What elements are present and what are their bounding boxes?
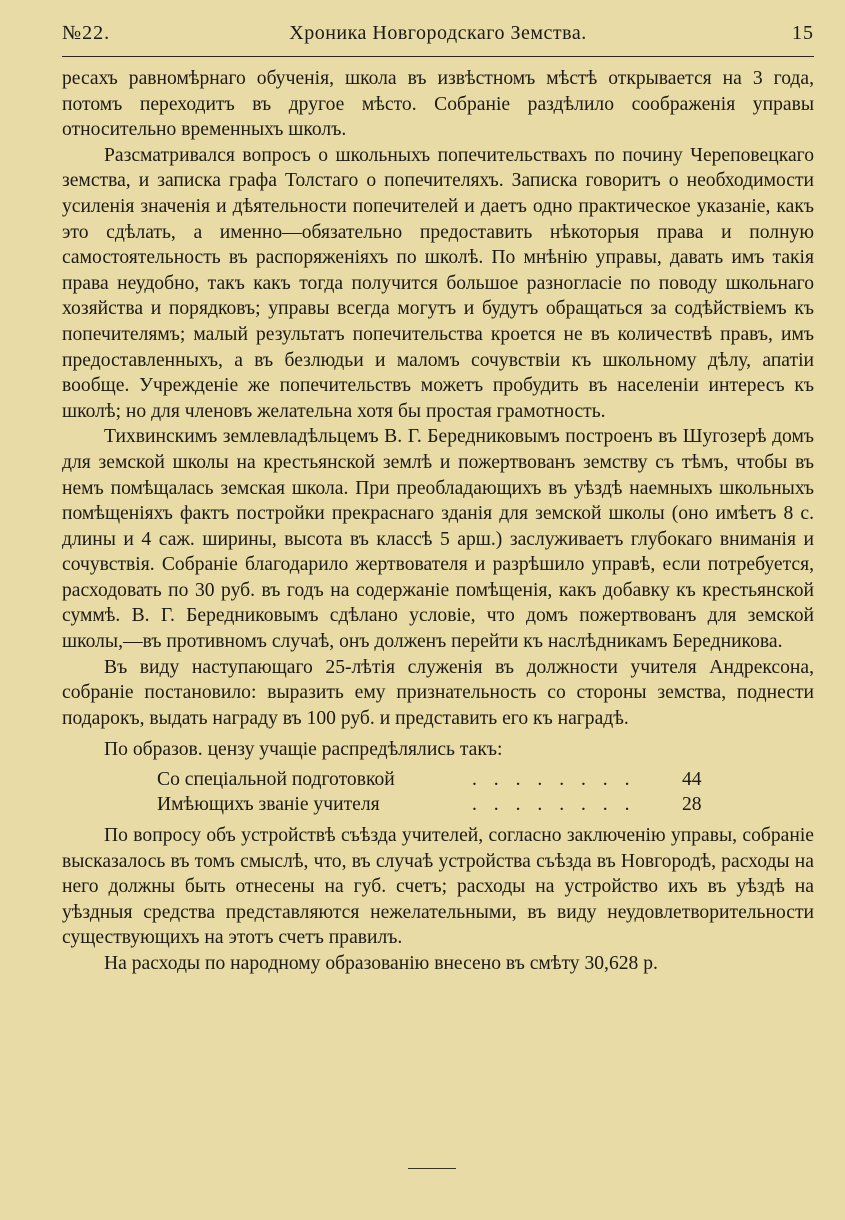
page-number: 15 [792, 22, 814, 44]
paragraph-4: Въ виду наступающаго 25-лѣтія служенія въ должности учителя Андрексона, собраніе постановило: выразить ему признательность со стороны земства, поднести подарокъ, выдать награду въ 100 руб. и представить его къ наградѣ. [62, 656, 814, 729]
paragraph-1: ресахъ равномѣрнаго обученія, школа въ извѣстномъ мѣстѣ открывается на 3 года, потомъ переходитъ въ другое мѣсто. Собраніе раздѣлило соображенія управы относительно временныхъ школъ. [62, 68, 814, 141]
paragraph-3: Тихвинскимъ землевладѣльцемъ В. Г. Бередниковымъ построенъ въ Шугозерѣ домъ для земской школы на крестьянской землѣ и пожертвованъ земству съ тѣмъ, чтобы въ немъ помѣщалась земская школа. При преобладающихъ въ уѣздѣ наемныхъ школьныхъ помѣщеніяхъ фактъ постройки прекраснаго зданія для земской школы (оно имѣетъ 8 с. длины и 4 саж. ширины, высота въ классѣ 5 арш.) заслуживаетъ глубокаго вниманія и сочувствія. Собраніе благодарило жертвователя и разрѣшило управѣ, если потребуется, расходовать по 30 руб. въ годъ на содержаніе помѣщенія, какъ добавку къ крестьянской суммѣ. В. Г. Бередниковымъ сдѣлано условіе, что домъ пожертвованъ для земской школы,—въ противномъ случаѣ, онъ долженъ перейти къ наслѣдникамъ Бередникова. [62, 426, 814, 653]
census-leader: . . . . . . . . [472, 794, 636, 816]
census-leader: . . . . . . . . [472, 769, 636, 791]
journal-title: Хроника Новгородскаго Земства. [289, 22, 587, 44]
census-row [62, 767, 814, 792]
issue-number: №22. [62, 22, 111, 44]
page-header [62, 18, 814, 52]
paragraph-7: На расходы по народному образованію внесено въ смѣту 30,628 р. [104, 953, 658, 974]
paragraph-5: По образов. цензу учащіе распредѣлялись такъ: [104, 739, 503, 761]
census-value: 28 [682, 794, 702, 816]
header-rule [62, 56, 814, 57]
census-label: Имѣющихъ званіе учителя [157, 794, 380, 816]
census-row [62, 792, 814, 817]
census-value: 44 [682, 769, 702, 791]
census-label: Со спеціальной подготовкой [157, 769, 395, 791]
paragraph-2: Разсматривался вопросъ о школьныхъ попечительствахъ по почину Череповецкаго земства, и записка графа Толстаго о попечителяхъ. Записка говоритъ о необходимости усиленія значенія и дѣятельности попечителей и даетъ одно практическое указаніе, какъ это сдѣлать, а именно—обязательно предоставить нѣкоторыя права и полную самостоятельность въ распоряженіяхъ по школѣ. По мнѣнію управы, давать имъ такія права неудобно, такъ какъ тогда получится большое разногласіе по поводу школьнаго хозяйства и порядковъ; управы всегда могутъ и будутъ обращаться за содѣйствіемъ къ попечителямъ; малый результатъ попечительства кроется не въ количествѣ правъ, имъ предоставленныхъ, а въ безлюдьи и маломъ сочувствіи къ школьному дѣлу, апатіи вообще. Учрежденіе же попечительствъ можетъ пробудить въ населеніи интересъ къ школѣ; но для членовъ желательна хотя бы простая грамотность. [62, 144, 814, 422]
census-table [62, 767, 814, 817]
page-body [62, 66, 814, 977]
footer-rule [408, 1168, 456, 1169]
paragraph-6: По вопросу объ устройствѣ съѣзда учителей, согласно заключенію управы, собраніе высказалось въ томъ смыслѣ, что, въ случаѣ устройства съѣзда въ Новгородѣ, расходы на него должны быть отнесены на губ. счетъ; расходы на устройство ихъ въ уѣздѣ на уѣздныя средства представляются нежелательными, въ виду неудовлетворительности существующихъ на этотъ счетъ правилъ. [62, 825, 814, 949]
